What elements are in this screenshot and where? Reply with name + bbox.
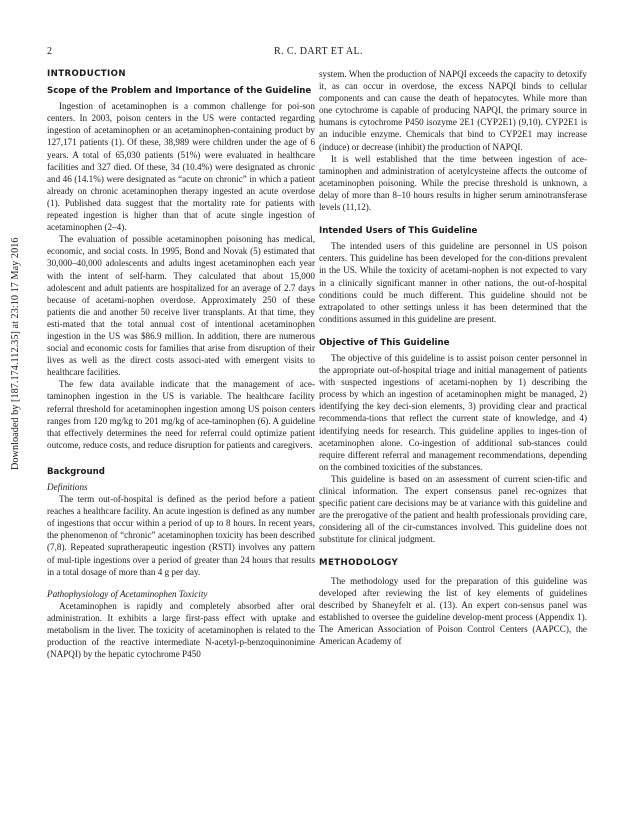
section-spacer <box>47 578 315 588</box>
introduction-heading: INTRODUCTION <box>47 69 126 79</box>
paragraph: The intended users of this guideline are personnel in US poison centers. This guideline has been developed for the con-ditions prevalent in the US. While the toxicity of acetami-nophen is not expected to vary in a clinically significant manner in other nations, the out-of-hospital conditions could be much different. This guideline should not be extrapolated to other settings unless it has been determined that the conditions assumed in this guideline are present. <box>319 241 587 324</box>
running-head: R. C. DART ET AL. <box>274 46 363 57</box>
pathophysiology-heading: Pathophysiology of Acetaminophen Toxicity <box>47 588 208 599</box>
download-stamp <box>10 237 24 484</box>
paragraph: system. When the production of NAPQI exceeds the capacity to detoxify it, as can occur in overdose, the excess NAPQI binds to cellular components and can cause the death of hepatocytes. While more than one cytochrome is capable of producing NAPQI, the primary source in humans is cytochrome P450 isozyme 2E1 (CYP2E1) (9,10). CYP2E1 is an inducible enzyme. Chemicals that bind to CYP2E1 may increase (induce) or decrease (inhibit) the production of NAPQI. <box>319 69 587 152</box>
page-header <box>47 46 590 60</box>
paragraph: Acetaminophen is rapidly and completely absorbed after oral administration. It exhibits a large first-pass effect with uptake and metabolism in the liver. The toxicity of acetaminophen is related to the production of the reactive intermediate N-acetyl-p-benzoquinonimine (NAPQI) by the hepatic cytochrome P450 <box>47 600 315 660</box>
paragraph: The objective of this guideline is to assist poison center personnel in the appropriate out-of-hospital triage and initial management of patients with suspected ingestions of acetami-nophen by 1) describing the process by which an ingestion of acetaminophen might be managed, 2) identifying the key deci-sion elements, 3) providing clear and practical recommenda-tions that reflect the current state of knowledge, and 4) identifying needs for research. This guideline applies to inges-tion of acetaminophen alone. Co-ingestion of additional sub-stances could require different referral and management recommendations, depending on the combined toxicities of the substances. <box>319 352 587 472</box>
objective-heading: Objective of This Guideline <box>319 337 450 348</box>
section-spacer <box>319 325 587 337</box>
left-column <box>47 68 315 660</box>
methodology-heading: METHODOLOGY <box>319 558 399 569</box>
definitions-heading: Definitions <box>47 482 88 492</box>
download-stamp-text: Downloaded by [187.174.112.35] at 23:10 17 May 2016 <box>10 237 21 470</box>
paragraph: It is well established that the time between ingestion of ace-taminophen and administration of acetylcysteine affects the outcome of acetaminophen poisoning. While the precise threshold is unknown, a delay of more than 8–10 hours results in higher serum aminotransferase levels (11,12). <box>319 153 587 213</box>
right-column <box>319 68 587 647</box>
paragraph: This guideline is based on an assessment of current scien-tific and clinical information. The expert consensus panel rec-ognizes that specific patient care decisions may be at variance with this guideline and are the prerogative of the patient and health professionals providing care, considering all of the cir-cumstances involved. This guideline does not substitute for clinical judgment. <box>319 473 587 545</box>
section-spacer <box>319 213 587 225</box>
paragraph: The methodology used for the preparation of this guideline was developed after reviewing the list of key elements of guidelines described by Shaneyfelt et al. (13). An expert con-sensus panel was established to oversee the guideline develop-ment process (Appendix 1). The American Association of Poison Control Centers (AAPCC), the American Academy of <box>319 575 587 647</box>
paragraph: The few data available indicate that the management of ace-taminophen ingestion in the US is variable. The healthcare facility referral threshold for acetaminophen ingestion among US poison centers ranges from 120 mg/kg to 201 mg/kg of ace-taminophen (6). A guideline that effectively determines the need for referral could optimize patient outcome, reduce costs, and reduce disruption for patients and caregivers. <box>47 379 315 450</box>
scope-heading: Scope of the Problem and Importance of the Guideline <box>47 86 312 97</box>
paragraph: The evaluation of possible acetaminophen poisoning has medical, economic, and social costs. In 1995, Bond and Novak (5) estimated that 30,000–40,000 adolescents and adults ingest acetaminophen each year with the intent of self-harm. They calculated that about 15,000 adolescent and adult patients are hospitalized for an average of 2.7 days because of acetami-nophen overdose. Approximately 250 of these patients die and another 50 receive liver transplants. At that time, they esti-mated that the total annual cost of intentional acetaminophen ingestion in the US was $86.9 million. In addition, there are numerous social and economic costs for families that arise from disruption of their lives as well as the direct costs associ-ated with emergent visits to healthcare facilities. <box>47 234 315 378</box>
paragraph: Ingestion of acetaminophen is a common challenge for poi-son centers. In 2003, poison centers in the US were contacted regarding ingestion of acetaminophen or an acetaminophen-containing product by 127,171 patients (1). Of these, 38,989 were children under the age of 6 years. A total of 65,030 patients (51%) were evaluated in healthcare facilities and 327 died. Of these, 34 (10.4%) were designated as chronic and 46 (14.1%) were designated as “acute on chronic” in which a patient already on chronic acetaminophen therapy ingested an acute overdose (1). Published data suggest that the mortality rate for patients with repeated ingestion is higher than that of acute single ingestion of acetaminophen (2–4). <box>47 101 315 233</box>
section-spacer <box>319 545 587 557</box>
paragraph: The term out-of-hospital is defined as the period before a patient reaches a healthcare facility. An acute ingestion is defined as any number of ingestions that occur within a period of up to 8 hours. In recent years, the phenomenon of “chronic” acetaminophen toxicity has been described (7,8). Repeated supratherapeutic ingestion (RSTI) involves any pattern of mul-tiple ingestions over a period of greater than 24 hours that results in a total dosage of more than 4 g per day. <box>47 494 315 577</box>
intended-users-heading: Intended Users of This Guideline <box>319 226 478 237</box>
background-heading: Background <box>47 466 105 477</box>
page-number: 2 <box>47 46 52 57</box>
section-spacer <box>47 451 315 466</box>
